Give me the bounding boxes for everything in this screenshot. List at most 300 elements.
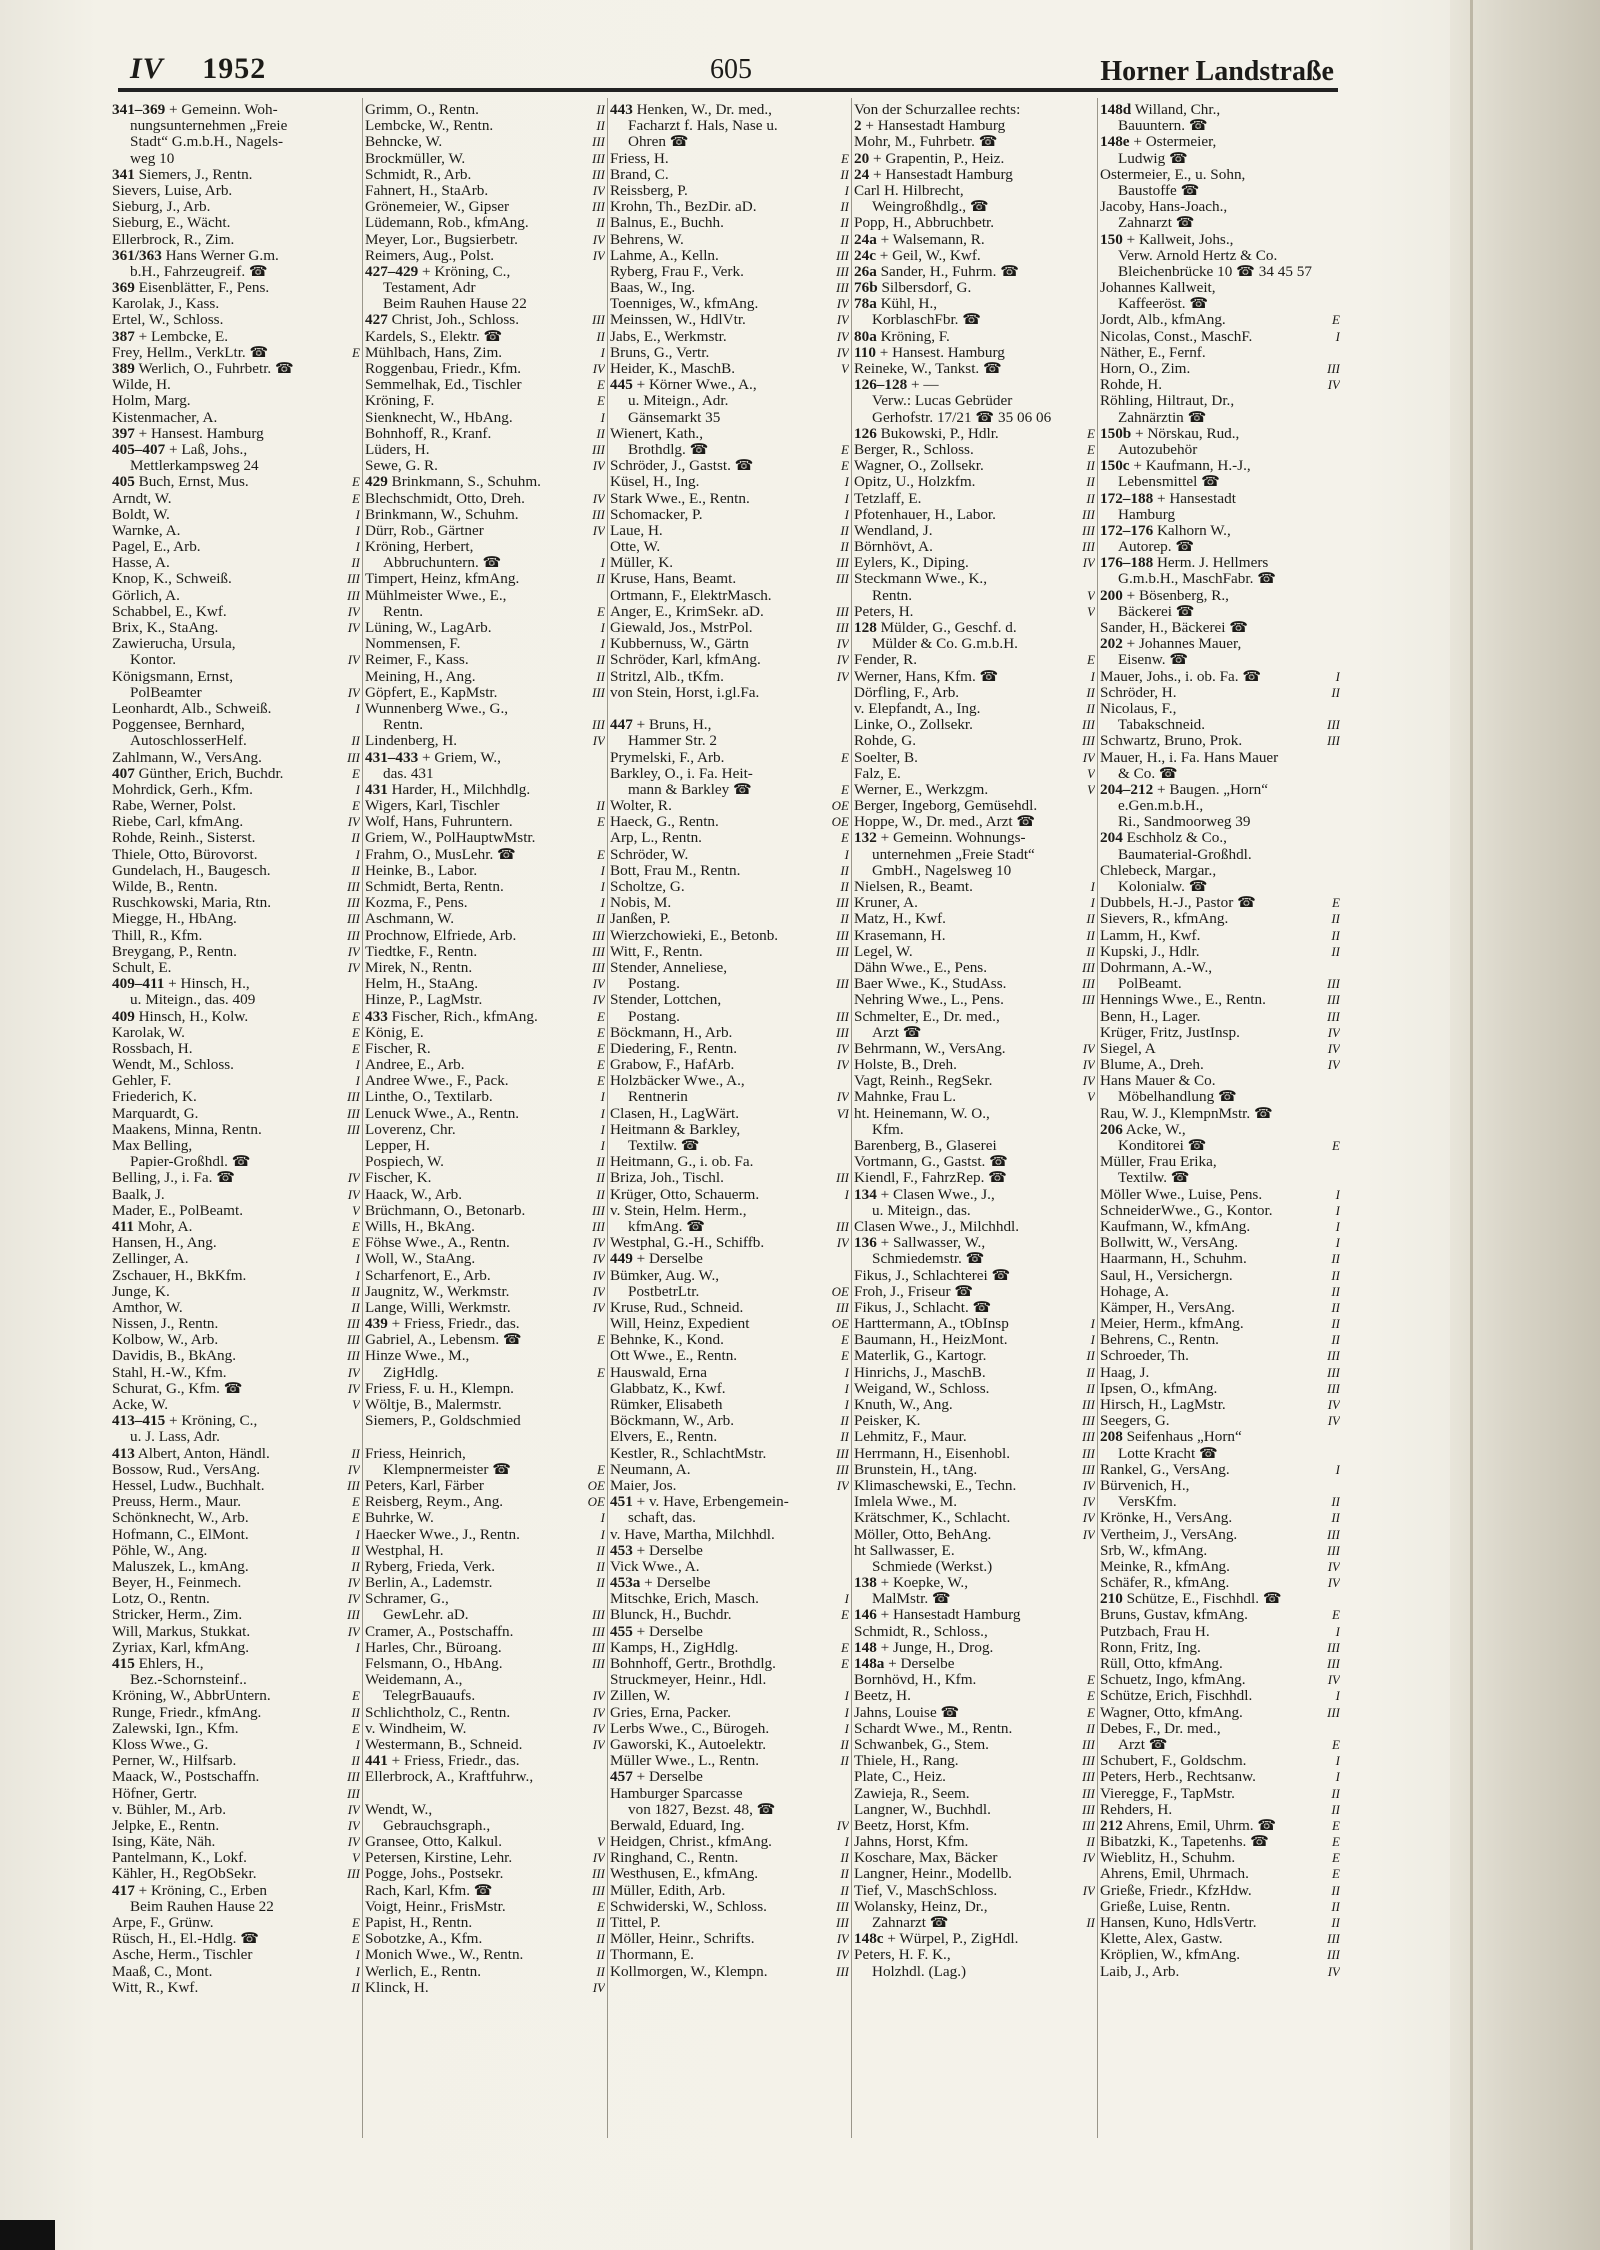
entry-text (1100, 1251, 1340, 1267)
entry-name: Heinke, B., Labor. (365, 862, 478, 879)
entry-name: Beetz, H. (854, 1688, 911, 1705)
entry-text (112, 296, 360, 312)
directory-entry (854, 1899, 1095, 1915)
entry-name: u. Miteign., das. 409 (130, 992, 256, 1009)
entry-name: Barenberg, B., Glaserei (854, 1138, 997, 1154)
entry-name: Gries, Erna, Packer. (610, 1704, 732, 1721)
house-number-entry (610, 1494, 849, 1510)
entry-text (1100, 911, 1340, 927)
floor-marker: V (1087, 765, 1095, 781)
floor-marker: III (347, 1121, 360, 1137)
directory-entry (610, 1640, 849, 1656)
directory-entry (854, 1057, 1095, 1073)
entry-text (1100, 1154, 1340, 1170)
entry-name: Möbelhandlung ☎ (1118, 1089, 1237, 1106)
floor-marker: IV (1082, 1057, 1095, 1073)
entry-name: Börnhövt, A. (854, 539, 933, 556)
entry-name: Gehler, F. (112, 1073, 172, 1090)
directory-entry (365, 1543, 605, 1559)
floor-marker: IV (1327, 377, 1340, 393)
house-number-entry (112, 102, 360, 118)
floor-marker: I (1090, 879, 1095, 894)
directory-entry (610, 1527, 849, 1543)
floor-marker: E (597, 1073, 605, 1089)
floor-marker: IV (592, 1704, 605, 1720)
entry-text (1100, 1316, 1340, 1332)
floor-marker: E (352, 1688, 360, 1704)
floor-marker: III (347, 1477, 360, 1493)
entry-name: Lahme, A., Kelln. (610, 247, 719, 264)
directory-entry (854, 1964, 1095, 1980)
directory-entry (365, 1203, 605, 1219)
entry-text (365, 1721, 605, 1737)
directory-entry (610, 361, 849, 377)
floor-marker: E (597, 1364, 605, 1380)
entry-text (112, 1332, 360, 1348)
floor-marker: IV (347, 603, 360, 619)
entry-name: Haecker Wwe., J., Rentn. (365, 1526, 520, 1543)
entry-text (854, 588, 1095, 604)
floor-marker: IV (836, 1477, 849, 1493)
entry-text (1100, 1899, 1340, 1915)
floor-marker: I (1335, 328, 1340, 344)
floor-marker: II (1331, 927, 1340, 943)
entry-text (610, 167, 849, 183)
entry-name: Wendland, J. (854, 522, 933, 539)
entry-name: Prochnow, Elfriede, Arb. (365, 927, 517, 944)
floor-marker: IV (1082, 555, 1095, 571)
directory-entry (610, 1883, 849, 1899)
entry-text (854, 1397, 1095, 1413)
entry-text (1100, 669, 1340, 685)
entry-text (610, 798, 849, 814)
directory-entry (365, 1494, 605, 1510)
floor-marker: OE (831, 814, 849, 830)
floor-marker: III (592, 717, 605, 733)
floor-marker: III (1082, 1461, 1095, 1477)
entry-text (610, 1203, 849, 1219)
entry-name: Arzt ☎ (872, 1024, 922, 1041)
entry-text (1100, 296, 1340, 312)
floor-marker: III (836, 1963, 849, 1979)
entry-name: Lebensmittel ☎ (1118, 474, 1221, 491)
entry-name: Dähn Wwe., E., Pens. (854, 959, 988, 976)
floor-marker: III (592, 1882, 605, 1898)
entry-name: + Nörskau, Rud., (1135, 425, 1240, 442)
directory-entry (854, 183, 1095, 199)
entry-text (112, 1413, 360, 1429)
entry-name: Thiele, Otto, Bürovorst. (112, 846, 258, 863)
directory-entry (112, 507, 360, 523)
floor-marker: II (596, 118, 605, 134)
entry-name: Krätschmer, K., Schlacht. (854, 1510, 1011, 1527)
entry-name: Chlebeck, Margar., (1100, 862, 1217, 879)
directory-entry (610, 1170, 849, 1186)
house-number-entry (1100, 1429, 1340, 1445)
house-number: 427 (365, 312, 388, 329)
entry-name: Kollmorgen, W., Klempn. (610, 1963, 768, 1980)
directory-column-5 (1100, 102, 1340, 1980)
directory-entry (1100, 1640, 1340, 1656)
directory-entry (854, 1170, 1095, 1186)
entry-text (112, 523, 360, 539)
floor-marker: II (1086, 1364, 1095, 1380)
directory-entry (112, 685, 360, 701)
house-number-entry (365, 264, 605, 280)
entry-name: + Walsemann, R. (880, 231, 985, 248)
directory-column-4 (854, 102, 1095, 1980)
entry-name: Blume, A., Dreh. (1100, 1057, 1204, 1074)
entry-name: Bleichenbrücke 10 ☎ 34 45 57 (1118, 263, 1312, 280)
house-number: 457 (610, 1769, 633, 1786)
entry-name: Srb, W., kfmAng. (1100, 1542, 1208, 1559)
floor-marker: II (351, 1558, 360, 1574)
floor-marker: V (352, 1397, 360, 1412)
entry-text (365, 798, 605, 814)
entry-text (365, 1527, 605, 1543)
entry-name: Saul, H., Versichergn. (1100, 1267, 1233, 1284)
entry-text (610, 1575, 849, 1591)
directory-entry (365, 1786, 605, 1802)
entry-text (365, 1947, 605, 1963)
directory-entry (1100, 539, 1340, 555)
entry-text (610, 329, 849, 345)
entry-name: KorblaschFbr. ☎ (872, 312, 982, 329)
entry-text (854, 442, 1095, 458)
house-number: 78a (854, 296, 877, 313)
entry-name: Bohnhoff, Gertr., Brothdlg. (610, 1656, 776, 1672)
entry-text (365, 1138, 605, 1154)
entry-name: u. J. Lass, Adr. (130, 1429, 220, 1446)
floor-marker: IV (592, 1850, 605, 1866)
entry-text (365, 1413, 605, 1429)
directory-entry (112, 1543, 360, 1559)
directory-entry (365, 1397, 605, 1413)
entry-name: Bohnhoff, R., Kranf. (365, 425, 492, 442)
entry-text (854, 458, 1095, 474)
entry-text (854, 1138, 1095, 1154)
directory-entry (112, 911, 360, 927)
entry-text (1100, 620, 1340, 636)
directory-entry (854, 879, 1095, 895)
entry-name: Kähler, H., RegObSekr. (112, 1866, 257, 1883)
entry-name: Textilw. ☎ (628, 1138, 700, 1154)
entry-name: Sewe, G. R. (365, 458, 438, 475)
entry-text (112, 1964, 360, 1980)
entry-text (610, 652, 849, 668)
directory-entry (112, 1268, 360, 1284)
directory-entry (365, 814, 605, 830)
entry-name: Rau, W. J., KlempnMstr. ☎ (1100, 1105, 1273, 1122)
entry-name: Diedering, F., Rentn. (610, 1040, 738, 1057)
entry-text (854, 830, 1095, 846)
header-year: 1952 (202, 52, 267, 85)
entry-text (365, 701, 605, 717)
floor-marker: III (347, 1607, 360, 1623)
entry-name: Holzbäcker Wwe., A., (610, 1073, 745, 1090)
floor-marker: I (1335, 1623, 1340, 1639)
entry-name: Gaworski, K., Autoelektr. (610, 1736, 767, 1753)
directory-entry (1100, 992, 1340, 1008)
entry-name: Rohde, H. (1100, 377, 1163, 394)
directory-column-1 (112, 102, 360, 1996)
directory-entry (854, 1203, 1095, 1219)
directory-entry (112, 1429, 360, 1445)
entry-name: Jahns, Horst, Kfm. (854, 1834, 969, 1851)
entry-name: Maluszek, L., kmAng. (112, 1558, 249, 1575)
directory-entry (854, 1429, 1095, 1445)
directory-entry (365, 1672, 605, 1688)
entry-text (610, 669, 849, 685)
floor-marker: IV (1327, 1024, 1340, 1040)
house-number-entry (1100, 555, 1340, 571)
entry-name: mann & Barkley ☎ (628, 781, 752, 798)
house-number-entry (112, 1883, 360, 1899)
floor-marker: V (1087, 587, 1095, 603)
entry-name: GewLehr. aD. (383, 1607, 469, 1624)
directory-entry (1100, 183, 1340, 199)
entry-name: Peters, H. F. K., (854, 1947, 951, 1964)
entry-text (854, 1268, 1095, 1284)
entry-name: Fischer, K. (365, 1170, 432, 1187)
house-number-entry (854, 280, 1095, 296)
entry-text (112, 1850, 360, 1866)
floor-marker: III (1082, 1413, 1095, 1429)
floor-marker: II (1331, 911, 1340, 927)
entry-text (610, 620, 849, 636)
directory-entry (854, 1413, 1095, 1429)
entry-name: Behrens, W. (610, 231, 684, 248)
directory-entry (854, 1818, 1095, 1834)
entry-text (610, 1559, 849, 1575)
directory-entry (610, 1316, 849, 1332)
entry-text (365, 523, 605, 539)
directory-entry (854, 588, 1095, 604)
floor-marker: II (596, 668, 605, 684)
entry-text (112, 717, 360, 733)
entry-text (854, 377, 1095, 393)
directory-entry (610, 1607, 849, 1623)
floor-marker: II (596, 328, 605, 344)
entry-name: Königsmann, Ernst, (112, 668, 234, 685)
directory-entry (610, 588, 849, 604)
directory-entry (854, 1753, 1095, 1769)
entry-text (854, 1737, 1095, 1753)
entry-text (365, 1284, 605, 1300)
directory-entry (365, 183, 605, 199)
directory-entry (365, 1089, 605, 1105)
directory-entry (365, 1559, 605, 1575)
entry-name: Hammer Str. 2 (628, 733, 718, 750)
house-number-entry (112, 766, 360, 782)
directory-entry (112, 798, 360, 814)
entry-text (112, 1915, 360, 1931)
floor-marker: II (840, 1736, 849, 1752)
entry-name: Zahnärztin ☎ (1118, 409, 1207, 426)
entry-text (610, 1786, 849, 1802)
directory-entry (1100, 410, 1340, 426)
house-number-entry (112, 976, 360, 992)
entry-text (1100, 555, 1340, 571)
entry-text (365, 539, 605, 555)
directory-entry (365, 1073, 605, 1089)
house-number: 361/363 (112, 247, 162, 264)
floor-marker: E (597, 603, 605, 619)
entry-name: Grönemeier, W., Gipser (365, 199, 510, 216)
floor-marker: IV (592, 231, 605, 247)
entry-name: v. Bühler, M., Arb. (112, 1801, 226, 1818)
entry-name: Rümker, Elisabeth (610, 1397, 723, 1413)
entry-text (1100, 1348, 1340, 1364)
entry-text (112, 960, 360, 976)
floor-marker: III (1327, 733, 1340, 749)
directory-entry (610, 1899, 849, 1915)
entry-text (365, 458, 605, 474)
entry-text (365, 134, 605, 150)
directory-entry (365, 167, 605, 183)
entry-text (854, 1413, 1095, 1429)
entry-name: Vortmann, G., Gastst. ☎ (854, 1154, 1009, 1171)
entry-text (610, 474, 849, 490)
floor-marker: E (352, 1235, 360, 1251)
floor-marker: I (355, 506, 360, 522)
entry-text (610, 248, 849, 264)
entry-text (854, 944, 1095, 960)
floor-marker: I (1335, 1218, 1340, 1234)
directory-entry (610, 1656, 849, 1672)
house-number-entry (112, 361, 360, 377)
entry-text (365, 879, 605, 895)
directory-entry (365, 232, 605, 248)
directory-entry (112, 1672, 360, 1688)
directory-entry (365, 118, 605, 134)
directory-entry (112, 814, 360, 830)
entry-name: Berwald, Eduard, Ing. (610, 1817, 745, 1834)
directory-entry (854, 911, 1095, 927)
entry-text (1100, 847, 1340, 863)
directory-entry (365, 1640, 605, 1656)
directory-entry (610, 1446, 849, 1462)
entry-text (365, 1332, 605, 1348)
entry-name: Harttermann, A., tObInsp (854, 1316, 1009, 1333)
entry-name: Göpfert, E., KapMstr. (365, 684, 498, 701)
floor-marker: IV (347, 652, 360, 668)
entry-text (112, 1138, 360, 1154)
entry-text (854, 847, 1095, 863)
entry-name: Belling, J., i. Fa. ☎ (112, 1170, 236, 1187)
entry-text (854, 1429, 1095, 1445)
entry-text (610, 1089, 849, 1105)
entry-text (112, 1009, 360, 1025)
entry-name: Lotz, O., Rentn. (112, 1591, 210, 1608)
entry-name: + Geil, W., Kwf. (879, 247, 981, 264)
directory-entry (365, 410, 605, 426)
entry-text (854, 215, 1095, 231)
entry-text (854, 1510, 1095, 1526)
house-number-entry (1100, 1591, 1340, 1607)
entry-name: Pfotenhauer, H., Labor. (854, 506, 996, 523)
entry-text (1100, 1575, 1340, 1591)
entry-text (854, 1786, 1095, 1802)
entry-name: Berlin, A., Lademstr. (365, 1575, 493, 1592)
entry-name: + Gemeinn. Woh- (168, 102, 278, 118)
entry-text (112, 1591, 360, 1607)
entry-text (610, 863, 849, 879)
directory-entry (854, 1883, 1095, 1899)
floor-marker: I (600, 1121, 605, 1137)
entry-name: Friess, Heinrich, (365, 1445, 466, 1462)
entry-name: Bauuntern. ☎ (1118, 118, 1208, 135)
floor-marker: I (600, 409, 605, 425)
house-number-entry (854, 1607, 1095, 1623)
entry-name: Brix, K., StaAng. (112, 620, 219, 636)
entry-name: + Würpel, P., ZigHdl. (887, 1931, 1019, 1948)
directory-entry (610, 733, 849, 749)
entry-name: Hinze, P., LagMstr. (365, 992, 483, 1009)
entry-name: Lüders, H. (365, 441, 430, 458)
directory-entry (365, 847, 605, 863)
house-number: 138 (854, 1575, 877, 1592)
directory-entry (854, 1073, 1095, 1089)
floor-marker: I (600, 1089, 605, 1105)
entry-name: Facharzt f. Hals, Nase u. (628, 118, 778, 135)
entry-text (112, 183, 360, 199)
entry-name: Bossow, Rud., VersAng. (112, 1461, 261, 1478)
directory-entry (112, 491, 360, 507)
floor-marker: III (1082, 1769, 1095, 1785)
entry-name: Wagner, Otto, kfmAng. (1100, 1704, 1243, 1721)
entry-text (365, 830, 605, 846)
floor-marker: I (844, 1720, 849, 1736)
floor-marker: III (347, 911, 360, 927)
entry-text (112, 102, 360, 118)
house-number: 441 (365, 1753, 388, 1770)
entry-name: Brinkmann, S., Schuhm. (391, 474, 541, 491)
floor-marker: IV (592, 733, 605, 749)
directory-entry (854, 652, 1095, 668)
directory-entry (854, 1041, 1095, 1057)
house-number-entry (854, 1656, 1095, 1672)
directory-entry (610, 1478, 849, 1494)
directory-entry (112, 1802, 360, 1818)
entry-name: Reimer, F., Kass. (365, 652, 469, 669)
entry-text (1100, 1624, 1340, 1640)
entry-name: Sievers, Luise, Arb. (112, 182, 233, 199)
entry-name: Popp, H., Abbruchbetr. (854, 215, 995, 232)
floor-marker: II (1086, 1834, 1095, 1850)
entry-name: Lange, Willi, Werkmstr. (365, 1299, 511, 1316)
entry-name: Verw. Arnold Hertz & Co. (1118, 247, 1278, 264)
entry-text (365, 1769, 605, 1785)
entry-text (1100, 1332, 1340, 1348)
directory-entry (854, 539, 1095, 555)
entry-name: Grimm, O., Rentn. (365, 102, 479, 118)
entry-text (365, 1866, 605, 1882)
entry-text (365, 1300, 605, 1316)
entry-text (610, 1866, 849, 1882)
floor-marker: III (592, 441, 605, 457)
floor-marker: II (596, 102, 605, 117)
entry-name: Wilde, B., Rentn. (112, 879, 218, 895)
floor-marker: IV (1327, 1558, 1340, 1574)
entry-text (854, 571, 1095, 587)
entry-name: Peters, H. (854, 603, 914, 620)
entry-name: Pöhle, W., Ang. (112, 1542, 208, 1559)
entry-name: Jacoby, Hans-Joach., (1100, 199, 1228, 216)
floor-marker: III (1327, 1348, 1340, 1364)
entry-text (854, 750, 1095, 766)
entry-name: Jelpke, E., Rentn. (112, 1817, 220, 1834)
